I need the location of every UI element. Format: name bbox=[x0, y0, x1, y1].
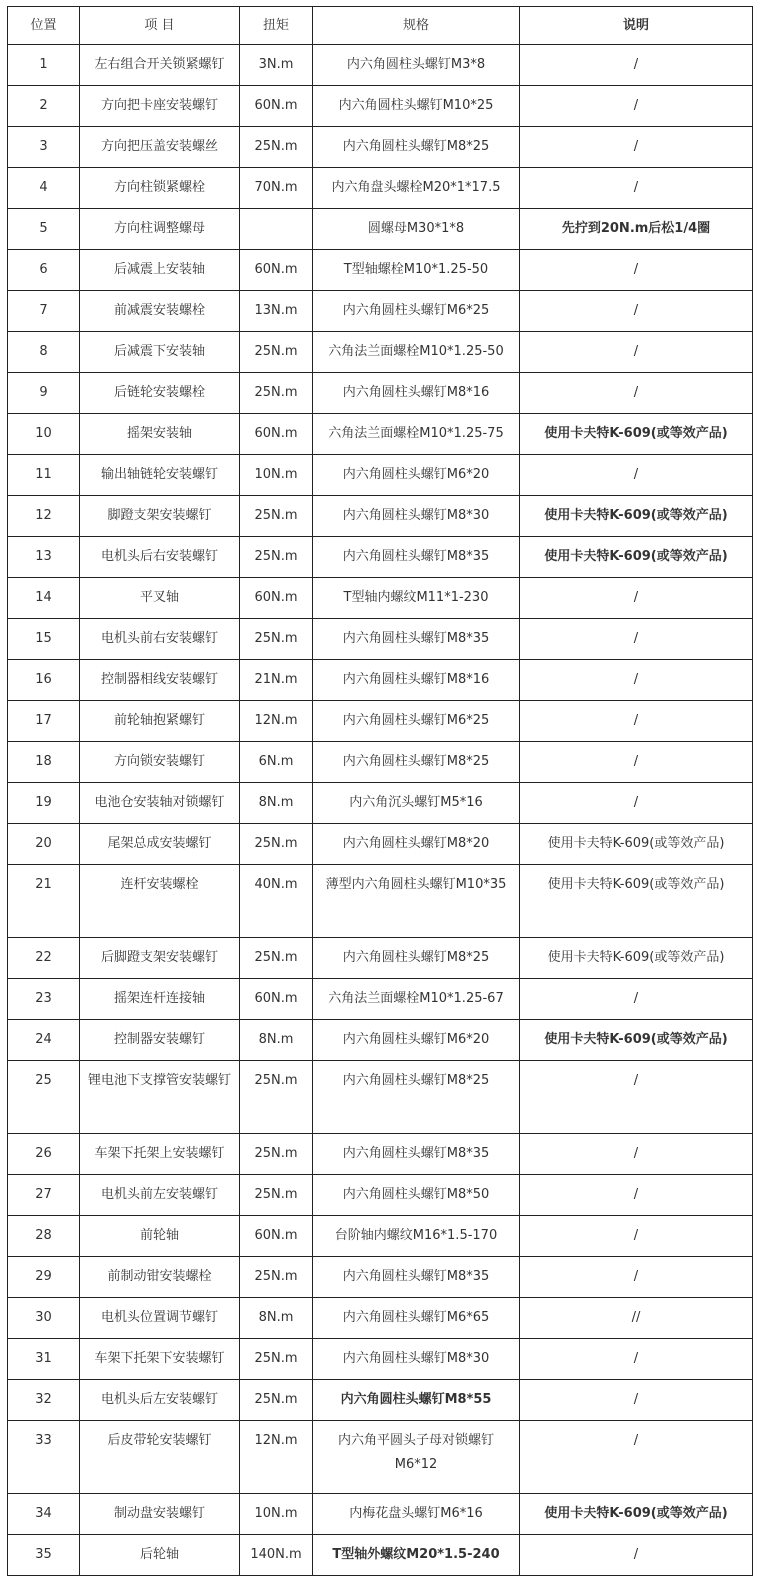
spec-cell: 圆螺母M30*1*8 bbox=[313, 209, 520, 250]
note-cell: / bbox=[520, 291, 753, 332]
spec-cell: 内六角圆柱头螺钉M8*20 bbox=[313, 824, 520, 865]
table-row bbox=[8, 1061, 753, 1134]
note-cell: / bbox=[520, 1061, 753, 1134]
torque-cell: 60N.m bbox=[240, 1216, 313, 1257]
spec-cell: 内六角圆柱头螺钉M8*30 bbox=[313, 496, 520, 537]
position-cell: 15 bbox=[8, 619, 80, 660]
torque-cell: 25N.m bbox=[240, 373, 313, 414]
table-row bbox=[8, 455, 753, 496]
position-cell: 3 bbox=[8, 127, 80, 168]
table-row bbox=[8, 332, 753, 373]
note-cell: / bbox=[520, 701, 753, 742]
note-cell: / bbox=[520, 1134, 753, 1175]
note-cell: 使用卡夫特K-609(或等效产品) bbox=[520, 496, 753, 537]
spec-cell: 内六角圆柱头螺钉M6*20 bbox=[313, 1020, 520, 1061]
note-cell: / bbox=[520, 455, 753, 496]
item-cell: 输出轴链轮安装螺钉 bbox=[80, 455, 240, 496]
item-cell: 后轮轴 bbox=[80, 1535, 240, 1576]
table-row bbox=[8, 250, 753, 291]
note-cell: 使用卡夫特K-609(或等效产品) bbox=[520, 1494, 753, 1535]
torque-spec-table bbox=[7, 6, 753, 1576]
table-row bbox=[8, 127, 753, 168]
note-cell: / bbox=[520, 250, 753, 291]
note-cell: / bbox=[520, 578, 753, 619]
torque-cell: 60N.m bbox=[240, 86, 313, 127]
position-cell: 17 bbox=[8, 701, 80, 742]
position-cell: 2 bbox=[8, 86, 80, 127]
spec-cell: 内六角圆柱头螺钉M8*35 bbox=[313, 1134, 520, 1175]
item-cell: 后减震下安装轴 bbox=[80, 332, 240, 373]
note-cell: / bbox=[520, 1339, 753, 1380]
note-cell: / bbox=[520, 1216, 753, 1257]
item-cell: 方向把压盖安装螺丝 bbox=[80, 127, 240, 168]
item-cell: 制动盘安装螺钉 bbox=[80, 1494, 240, 1535]
torque-cell: 12N.m bbox=[240, 1421, 313, 1494]
spec-cell: 内六角圆柱头螺钉M8*35 bbox=[313, 537, 520, 578]
torque-cell bbox=[240, 209, 313, 250]
table-row bbox=[8, 209, 753, 250]
position-cell: 33 bbox=[8, 1421, 80, 1494]
spec-cell: T型轴内螺纹M11*1-230 bbox=[313, 578, 520, 619]
spec-cell: 内六角圆柱头螺钉M6*25 bbox=[313, 701, 520, 742]
note-cell: 使用卡夫特K-609(或等效产品) bbox=[520, 1020, 753, 1061]
note-cell: / bbox=[520, 168, 753, 209]
table-row bbox=[8, 865, 753, 938]
table-row bbox=[8, 783, 753, 824]
header-item: 项 目 bbox=[80, 7, 240, 45]
table-row bbox=[8, 86, 753, 127]
table-row bbox=[8, 537, 753, 578]
note-cell: 先拧到20N.m后松1/4圈 bbox=[520, 209, 753, 250]
torque-cell: 25N.m bbox=[240, 1339, 313, 1380]
note-cell: / bbox=[520, 373, 753, 414]
torque-cell: 60N.m bbox=[240, 414, 313, 455]
torque-cell: 25N.m bbox=[240, 332, 313, 373]
item-cell: 连杆安装螺栓 bbox=[80, 865, 240, 938]
position-cell: 23 bbox=[8, 979, 80, 1020]
spec-cell: 薄型内六角圆柱头螺钉M10*35 bbox=[313, 865, 520, 938]
position-cell: 34 bbox=[8, 1494, 80, 1535]
position-cell: 21 bbox=[8, 865, 80, 938]
position-cell: 31 bbox=[8, 1339, 80, 1380]
header-spec: 规格 bbox=[313, 7, 520, 45]
table-row bbox=[8, 701, 753, 742]
item-cell: 方向锁安装螺钉 bbox=[80, 742, 240, 783]
spec-cell: 内六角圆柱头螺钉M8*16 bbox=[313, 373, 520, 414]
torque-cell: 25N.m bbox=[240, 1175, 313, 1216]
spec-cell: 内六角圆柱头螺钉M10*25 bbox=[313, 86, 520, 127]
item-cell: 前制动钳安装螺栓 bbox=[80, 1257, 240, 1298]
spec-cell: 内六角盘头螺栓M20*1*17.5 bbox=[313, 168, 520, 209]
note-cell: 使用卡夫特K-609(或等效产品) bbox=[520, 537, 753, 578]
spec-cell: 台阶轴内螺纹M16*1.5-170 bbox=[313, 1216, 520, 1257]
spec-cell: 六角法兰面螺栓M10*1.25-75 bbox=[313, 414, 520, 455]
item-cell: 方向柱锁紧螺栓 bbox=[80, 168, 240, 209]
item-cell: 左右组合开关锁紧螺钉 bbox=[80, 45, 240, 86]
torque-cell: 60N.m bbox=[240, 979, 313, 1020]
item-cell: 控制器安装螺钉 bbox=[80, 1020, 240, 1061]
torque-cell: 25N.m bbox=[240, 1380, 313, 1421]
position-cell: 11 bbox=[8, 455, 80, 496]
spec-cell: 内六角圆柱头螺钉M8*55 bbox=[313, 1380, 520, 1421]
item-cell: 尾架总成安装螺钉 bbox=[80, 824, 240, 865]
note-cell: / bbox=[520, 45, 753, 86]
note-cell: / bbox=[520, 1380, 753, 1421]
note-cell: / bbox=[520, 660, 753, 701]
torque-cell: 25N.m bbox=[240, 1061, 313, 1134]
table-row bbox=[8, 1020, 753, 1061]
header-note: 说明 bbox=[520, 7, 753, 45]
item-cell: 摇架连杆连接轴 bbox=[80, 979, 240, 1020]
torque-cell: 60N.m bbox=[240, 578, 313, 619]
torque-cell: 25N.m bbox=[240, 619, 313, 660]
spec-cell: 内梅花盘头螺钉M6*16 bbox=[313, 1494, 520, 1535]
spec-cell: 内六角圆柱头螺钉M6*25 bbox=[313, 291, 520, 332]
item-cell: 电机头前右安装螺钉 bbox=[80, 619, 240, 660]
spec-cell: 内六角圆柱头螺钉M8*35 bbox=[313, 1257, 520, 1298]
torque-cell: 8N.m bbox=[240, 1298, 313, 1339]
position-cell: 30 bbox=[8, 1298, 80, 1339]
position-cell: 27 bbox=[8, 1175, 80, 1216]
table-row bbox=[8, 1339, 753, 1380]
note-cell: / bbox=[520, 1257, 753, 1298]
position-cell: 20 bbox=[8, 824, 80, 865]
torque-cell: 13N.m bbox=[240, 291, 313, 332]
torque-cell: 25N.m bbox=[240, 1257, 313, 1298]
position-cell: 32 bbox=[8, 1380, 80, 1421]
note-cell: / bbox=[520, 86, 753, 127]
spec-cell: 内六角圆柱头螺钉M6*20 bbox=[313, 455, 520, 496]
table-row bbox=[8, 1494, 753, 1535]
position-cell: 16 bbox=[8, 660, 80, 701]
note-cell: / bbox=[520, 619, 753, 660]
note-cell: 使用卡夫特K-609(或等效产品) bbox=[520, 865, 753, 938]
item-cell: 后链轮安装螺栓 bbox=[80, 373, 240, 414]
table-row bbox=[8, 1257, 753, 1298]
table-row bbox=[8, 373, 753, 414]
table-row bbox=[8, 496, 753, 537]
table-row bbox=[8, 291, 753, 332]
torque-cell: 25N.m bbox=[240, 537, 313, 578]
torque-cell: 25N.m bbox=[240, 496, 313, 537]
position-cell: 35 bbox=[8, 1535, 80, 1576]
position-cell: 1 bbox=[8, 45, 80, 86]
position-cell: 12 bbox=[8, 496, 80, 537]
item-cell: 方向把卡座安装螺钉 bbox=[80, 86, 240, 127]
position-cell: 19 bbox=[8, 783, 80, 824]
spec-cell: 内六角圆柱头螺钉M3*8 bbox=[313, 45, 520, 86]
note-cell: 使用卡夫特K-609(或等效产品) bbox=[520, 824, 753, 865]
position-cell: 25 bbox=[8, 1061, 80, 1134]
note-cell: / bbox=[520, 332, 753, 373]
note-cell: / bbox=[520, 1175, 753, 1216]
position-cell: 24 bbox=[8, 1020, 80, 1061]
table-row bbox=[8, 1134, 753, 1175]
torque-cell: 70N.m bbox=[240, 168, 313, 209]
table-row bbox=[8, 979, 753, 1020]
torque-cell: 60N.m bbox=[240, 250, 313, 291]
item-cell: 前减震安装螺栓 bbox=[80, 291, 240, 332]
position-cell: 7 bbox=[8, 291, 80, 332]
spec-cell: T型轴外螺纹M20*1.5-240 bbox=[313, 1535, 520, 1576]
torque-cell: 140N.m bbox=[240, 1535, 313, 1576]
item-cell: 前轮轴抱紧螺钉 bbox=[80, 701, 240, 742]
item-cell: 锂电池下支撑管安装螺钉 bbox=[80, 1061, 240, 1134]
item-cell: 电机头前左安装螺钉 bbox=[80, 1175, 240, 1216]
position-cell: 4 bbox=[8, 168, 80, 209]
item-cell: 电机头位置调节螺钉 bbox=[80, 1298, 240, 1339]
spec-cell: 六角法兰面螺栓M10*1.25-67 bbox=[313, 979, 520, 1020]
table-row bbox=[8, 619, 753, 660]
torque-cell: 40N.m bbox=[240, 865, 313, 938]
table-row bbox=[8, 414, 753, 455]
item-cell: 后皮带轮安装螺钉 bbox=[80, 1421, 240, 1494]
position-cell: 10 bbox=[8, 414, 80, 455]
item-cell: 电池仓安装轴对锁螺钉 bbox=[80, 783, 240, 824]
item-cell: 摇架安装轴 bbox=[80, 414, 240, 455]
item-cell: 平叉轴 bbox=[80, 578, 240, 619]
torque-cell: 6N.m bbox=[240, 742, 313, 783]
note-cell: 使用卡夫特K-609(或等效产品) bbox=[520, 938, 753, 979]
position-cell: 26 bbox=[8, 1134, 80, 1175]
table-row bbox=[8, 742, 753, 783]
spec-cell: T型轴螺栓M10*1.25-50 bbox=[313, 250, 520, 291]
position-cell: 13 bbox=[8, 537, 80, 578]
spec-cell: 内六角圆柱头螺钉M8*35 bbox=[313, 619, 520, 660]
torque-cell: 25N.m bbox=[240, 127, 313, 168]
header-torque: 扭矩 bbox=[240, 7, 313, 45]
item-cell: 电机头后左安装螺钉 bbox=[80, 1380, 240, 1421]
table-row bbox=[8, 1216, 753, 1257]
table-row bbox=[8, 1380, 753, 1421]
note-cell: / bbox=[520, 979, 753, 1020]
table-row bbox=[8, 1421, 753, 1494]
position-cell: 8 bbox=[8, 332, 80, 373]
note-cell: 使用卡夫特K-609(或等效产品) bbox=[520, 414, 753, 455]
note-cell: / bbox=[520, 1535, 753, 1576]
table-body bbox=[8, 45, 753, 1576]
torque-cell: 12N.m bbox=[240, 701, 313, 742]
item-cell: 脚蹬支架安装螺钉 bbox=[80, 496, 240, 537]
note-cell: / bbox=[520, 783, 753, 824]
position-cell: 5 bbox=[8, 209, 80, 250]
table-row bbox=[8, 1298, 753, 1339]
position-cell: 29 bbox=[8, 1257, 80, 1298]
item-cell: 方向柱调整螺母 bbox=[80, 209, 240, 250]
position-cell: 14 bbox=[8, 578, 80, 619]
table-row bbox=[8, 938, 753, 979]
position-cell: 9 bbox=[8, 373, 80, 414]
spec-cell: 内六角圆柱头螺钉M8*30 bbox=[313, 1339, 520, 1380]
item-cell: 车架下托架下安装螺钉 bbox=[80, 1339, 240, 1380]
spec-cell: 内六角圆柱头螺钉M6*65 bbox=[313, 1298, 520, 1339]
torque-cell: 10N.m bbox=[240, 455, 313, 496]
table-row bbox=[8, 660, 753, 701]
torque-cell: 25N.m bbox=[240, 938, 313, 979]
torque-cell: 25N.m bbox=[240, 1134, 313, 1175]
torque-cell: 25N.m bbox=[240, 824, 313, 865]
item-cell: 车架下托架上安装螺钉 bbox=[80, 1134, 240, 1175]
spec-cell: 内六角圆柱头螺钉M8*25 bbox=[313, 938, 520, 979]
spec-cell: 内六角圆柱头螺钉M8*25 bbox=[313, 742, 520, 783]
table-row bbox=[8, 1175, 753, 1216]
position-cell: 18 bbox=[8, 742, 80, 783]
position-cell: 22 bbox=[8, 938, 80, 979]
torque-cell: 21N.m bbox=[240, 660, 313, 701]
position-cell: 28 bbox=[8, 1216, 80, 1257]
header-position: 位置 bbox=[8, 7, 80, 45]
table-row bbox=[8, 45, 753, 86]
note-cell: / bbox=[520, 1421, 753, 1494]
spec-cell: 内六角圆柱头螺钉M8*16 bbox=[313, 660, 520, 701]
note-cell: / bbox=[520, 742, 753, 783]
table-row bbox=[8, 578, 753, 619]
item-cell: 电机头后右安装螺钉 bbox=[80, 537, 240, 578]
item-cell: 后减震上安装轴 bbox=[80, 250, 240, 291]
spec-cell: 内六角圆柱头螺钉M8*50 bbox=[313, 1175, 520, 1216]
spec-cell: 内六角圆柱头螺钉M8*25 bbox=[313, 127, 520, 168]
torque-cell: 8N.m bbox=[240, 1020, 313, 1061]
table-row bbox=[8, 168, 753, 209]
spec-cell: 六角法兰面螺栓M10*1.25-50 bbox=[313, 332, 520, 373]
spec-cell: 内六角圆柱头螺钉M8*25 bbox=[313, 1061, 520, 1134]
spec-cell: 内六角沉头螺钉M5*16 bbox=[313, 783, 520, 824]
table-row bbox=[8, 824, 753, 865]
table-header-row bbox=[8, 7, 753, 45]
position-cell: 6 bbox=[8, 250, 80, 291]
torque-cell: 3N.m bbox=[240, 45, 313, 86]
item-cell: 后脚蹬支架安装螺钉 bbox=[80, 938, 240, 979]
torque-cell: 8N.m bbox=[240, 783, 313, 824]
note-cell: / bbox=[520, 127, 753, 168]
spec-cell: 内六角平圆头子母对锁螺钉M6*12 bbox=[313, 1421, 520, 1494]
note-cell: // bbox=[520, 1298, 753, 1339]
item-cell: 控制器相线安装螺钉 bbox=[80, 660, 240, 701]
torque-cell: 10N.m bbox=[240, 1494, 313, 1535]
table-row bbox=[8, 1535, 753, 1576]
item-cell: 前轮轴 bbox=[80, 1216, 240, 1257]
